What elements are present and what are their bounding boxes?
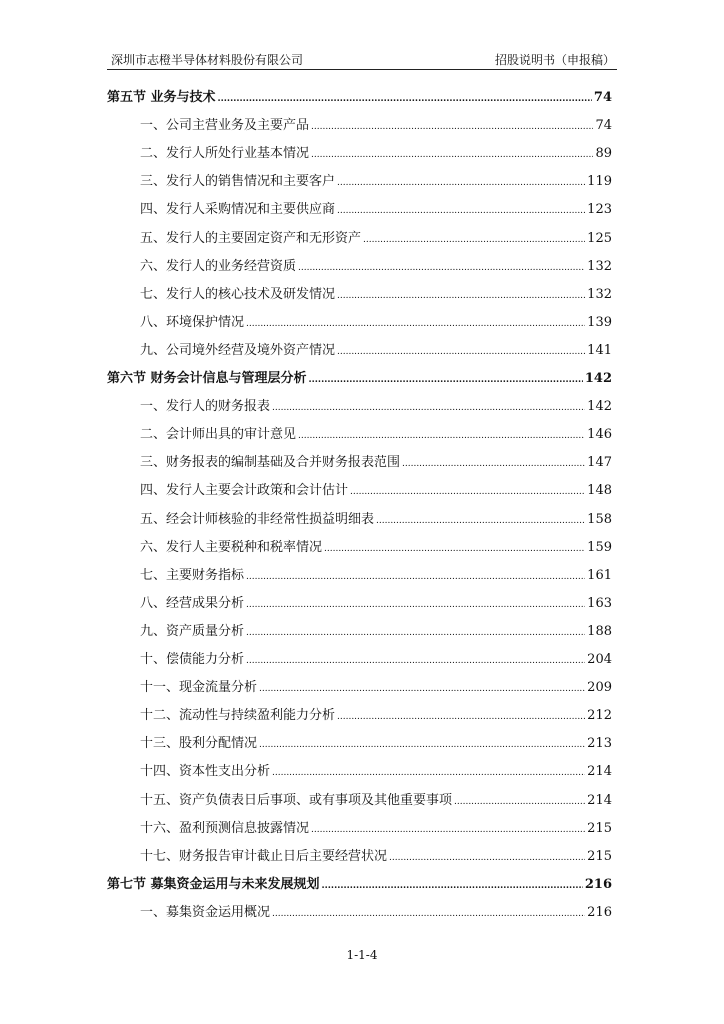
toc-entry[interactable] — [140, 227, 612, 249]
toc-entry[interactable] — [140, 648, 612, 670]
toc-entry-title: 一、发行人的财务报表 — [140, 399, 271, 415]
toc-entry-title: 三、发行人的销售情况和主要客户 — [140, 174, 336, 190]
toc-entry-page: 139 — [587, 314, 612, 330]
toc-leader-dots — [337, 343, 585, 358]
toc-leader-dots — [324, 540, 585, 555]
toc-entry-title: 六、发行人的业务经营资质 — [140, 258, 297, 274]
toc-leader-dots — [272, 764, 585, 779]
toc-leader-dots — [363, 231, 585, 246]
toc-entry-page: 163 — [587, 595, 612, 611]
toc-leader-dots — [272, 399, 585, 414]
toc-entry-title: 五、经会计师核验的非经常性损益明细表 — [140, 511, 375, 527]
toc-entry-title: 四、发行人采购情况和主要供应商 — [140, 202, 336, 218]
toc-entry-page: 147 — [587, 455, 612, 471]
toc-leader-dots — [376, 512, 585, 527]
toc-leader-dots — [402, 455, 585, 470]
toc-entry[interactable] — [140, 789, 612, 811]
toc-entry-page: 214 — [587, 792, 612, 808]
toc-entry[interactable] — [140, 620, 612, 642]
toc-entry-page: 158 — [587, 511, 612, 527]
toc-leader-dots — [246, 596, 585, 611]
toc-entry-title: 十五、资产负债表日后事项、或有事项及其他重要事项 — [140, 792, 453, 808]
toc-entry[interactable] — [140, 564, 612, 586]
toc-entry-title: 十七、财务报告审计截止日后主要经营状况 — [140, 848, 388, 864]
toc-entry[interactable] — [140, 592, 612, 614]
toc-section-entry[interactable] — [107, 873, 612, 895]
toc-leader-dots — [350, 483, 585, 498]
toc-leader-dots — [259, 680, 585, 695]
toc-entry-page: 74 — [595, 118, 612, 134]
toc-entry-page: 209 — [587, 680, 612, 696]
toc-leader-dots — [337, 708, 585, 723]
toc-entry-title: 十二、流动性与持续盈利能力分析 — [140, 708, 336, 724]
toc-entry-page: 159 — [587, 539, 612, 555]
toc-entry[interactable] — [140, 283, 612, 305]
toc-entry-title: 五、发行人的主要固定资产和无形资产 — [140, 230, 362, 246]
toc-leader-dots — [298, 427, 585, 442]
toc-entry-page: 216 — [587, 904, 612, 920]
toc-leader-dots — [218, 90, 592, 105]
toc-entry-title: 十、偿债能力分析 — [140, 652, 245, 667]
toc-leader-dots — [311, 118, 593, 133]
toc-entry-page: 216 — [584, 876, 612, 892]
toc-entry[interactable] — [140, 451, 612, 473]
toc-entry-page: 215 — [587, 820, 612, 836]
toc-leader-dots — [322, 877, 583, 892]
toc-entry[interactable] — [140, 339, 612, 361]
toc-entry-page: 214 — [587, 764, 612, 780]
toc-entry[interactable] — [140, 170, 612, 192]
toc-leader-dots — [309, 371, 583, 386]
toc-entry-page: 212 — [587, 708, 612, 724]
toc-entry-title: 十四、资本性支出分析 — [140, 764, 271, 780]
toc-entry[interactable] — [140, 901, 612, 923]
toc-entry[interactable] — [140, 395, 612, 417]
toc-entry-title: 八、环境保护情况 — [140, 314, 245, 330]
toc-entry[interactable] — [140, 760, 612, 782]
toc-leader-dots — [337, 202, 585, 217]
toc-entry-title: 第七节 募集资金运用与未来发展规划 — [107, 876, 320, 892]
toc-entry[interactable] — [140, 311, 612, 333]
toc-entry-page: 123 — [587, 202, 612, 218]
toc-entry-title: 九、公司境外经营及境外资产情况 — [140, 342, 336, 358]
toc-entry[interactable] — [140, 536, 612, 558]
toc-leader-dots — [389, 849, 585, 864]
toc-entry-page: 125 — [587, 230, 612, 246]
toc-entry-page: 188 — [587, 623, 612, 639]
toc-entry-title: 六、发行人主要税种和税率情况 — [140, 539, 323, 555]
toc-leader-dots — [246, 315, 585, 330]
toc-entry[interactable] — [140, 255, 612, 277]
toc-entry-title: 一、募集资金运用概况 — [140, 904, 271, 920]
toc-entry-title: 七、主要财务指标 — [140, 567, 245, 583]
toc-entry-title: 十六、盈利预测信息披露情况 — [140, 820, 310, 836]
toc-entry-page: 142 — [587, 399, 612, 415]
toc-entry[interactable] — [140, 198, 612, 220]
page-header — [107, 49, 617, 70]
header-company: 深圳市志橙半导体材料股份有限公司 — [111, 53, 304, 67]
toc-leader-dots — [298, 259, 585, 274]
toc-entry[interactable] — [140, 676, 612, 698]
toc-leader-dots — [246, 624, 585, 639]
toc-entry[interactable] — [140, 423, 612, 445]
toc-leader-dots — [246, 652, 585, 667]
toc-leader-dots — [454, 793, 585, 808]
toc-leader-dots — [311, 146, 593, 161]
toc-leader-dots — [311, 821, 585, 836]
toc-entry-title: 十三、股利分配情况 — [140, 736, 258, 752]
toc-entry-title: 一、公司主营业务及主要产品 — [140, 118, 310, 134]
toc-entry-title: 第五节 业务与技术 — [107, 90, 216, 105]
toc-entry-page: 148 — [587, 483, 612, 499]
toc-entry-page: 89 — [595, 146, 612, 162]
toc-entry[interactable] — [140, 142, 612, 164]
toc-entry[interactable] — [140, 479, 612, 501]
toc-entry-page: 204 — [587, 652, 612, 667]
toc-entry-title: 九、资产质量分析 — [140, 623, 245, 639]
toc-entry-page: 142 — [584, 371, 612, 386]
toc-leader-dots — [259, 736, 585, 751]
toc-entry-title: 七、发行人的核心技术及研发情况 — [140, 286, 336, 302]
toc-entry[interactable] — [140, 704, 612, 726]
toc-entry-page: 141 — [587, 342, 612, 358]
toc-leader-dots — [272, 905, 585, 920]
toc-entry[interactable] — [140, 114, 612, 136]
toc-section-entry[interactable] — [107, 86, 612, 108]
toc-section-entry[interactable] — [107, 367, 612, 389]
toc-entry-title: 三、财务报表的编制基础及合并财务报表范围 — [140, 455, 401, 471]
toc-entry-page: 119 — [587, 174, 612, 190]
page-number: 1-1-4 — [346, 948, 378, 962]
toc-entry-page: 161 — [587, 567, 612, 583]
toc-leader-dots — [246, 568, 585, 583]
toc-entry-page: 215 — [587, 848, 612, 864]
toc-entry-title: 二、发行人所处行业基本情况 — [140, 146, 310, 162]
toc-entry-page: 74 — [593, 90, 612, 105]
toc-entry-title: 十一、现金流量分析 — [140, 680, 258, 696]
toc-entry[interactable] — [140, 845, 612, 867]
toc-entry[interactable] — [140, 508, 612, 530]
toc-entry-title: 二、会计师出具的审计意见 — [140, 427, 297, 443]
toc-leader-dots — [337, 174, 585, 189]
toc-entry-title: 四、发行人主要会计政策和会计估计 — [140, 483, 349, 499]
toc-entry-page: 146 — [587, 427, 612, 443]
toc-entry-page: 213 — [587, 736, 612, 752]
toc-leader-dots — [337, 287, 585, 302]
toc-entry-page: 132 — [587, 286, 612, 302]
header-document-title: 招股说明书（申报稿） — [494, 53, 615, 67]
toc-entry[interactable] — [140, 732, 612, 754]
toc-entry[interactable] — [140, 817, 612, 839]
toc-entry-title: 八、经营成果分析 — [140, 595, 245, 611]
toc-entry-title: 第六节 财务会计信息与管理层分析 — [107, 371, 307, 386]
toc-entry-page: 132 — [587, 258, 612, 274]
